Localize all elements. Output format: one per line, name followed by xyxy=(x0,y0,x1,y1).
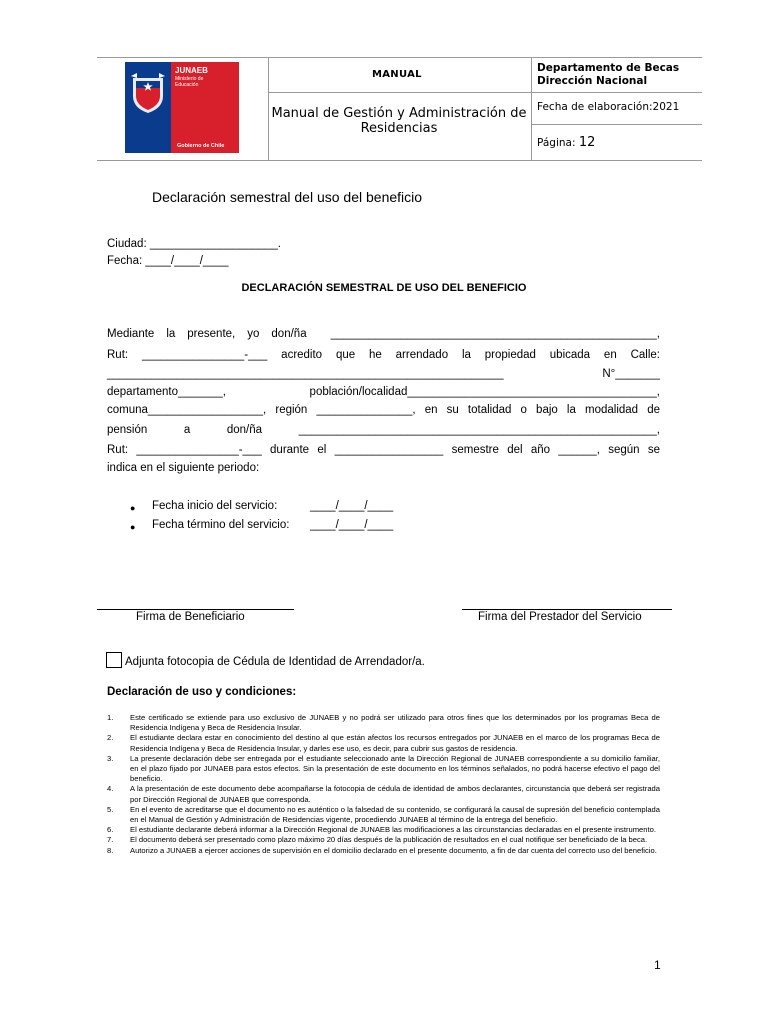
bullet-label: Fecha término del servicio: xyxy=(152,519,290,531)
body-line: comuna__________________, región _______________, en su totalidad o bajo la modalidad de xyxy=(107,404,660,416)
body-line: pensión a don/ña ________________________________________________________, xyxy=(107,424,660,436)
logo-ministry: Ministerio de Educación xyxy=(175,76,204,88)
manual-label: MANUAL xyxy=(372,69,422,80)
condition-item: 5. En el evento de acreditarse que el documento no es auténtico o la falsedad de su contenido, se configurará la causal de supresión del beneficio contemplada en el Manual de Gestión y Administración de Residencias vigente, procediendo JUNAEB al término de la entrega del beneficio. xyxy=(107,804,660,825)
manual-title: Manual de Gestión y Administración de Residencias xyxy=(271,106,527,136)
department-line1: Departamento de Becas xyxy=(537,62,680,74)
bullet-dot-icon: ● xyxy=(130,503,136,513)
body-line: Mediante la presente, yo don/ña ___________________________________________________, xyxy=(107,328,660,340)
signature-label-beneficiario: Firma de Beneficiario xyxy=(136,611,245,623)
fecha-elaboracion: Fecha de elaboración:2021 xyxy=(537,101,680,113)
signature-line-prestador xyxy=(462,609,672,610)
ciudad-field: Ciudad: ____________________. xyxy=(107,238,281,250)
adjunta-label: Adjunta fotocopia de Cédula de Identidad de Arrendador/a. xyxy=(125,656,425,668)
pagina-label: Página: xyxy=(537,137,579,149)
header-bottom-border xyxy=(97,160,702,161)
condition-item: 7. El documento deberá ser presentado como plazo máximo 20 días después de la publicación de resultados en el cual notifique ser beneficiado de la beca. xyxy=(107,835,648,845)
condition-item: 4. A la presentación de este documento debe acompañarse la fotocopia de cédula de identidad de ambos declarantes, circunstancia que deberá ser registrada por Dirección Regional de JUNAEB que corresponda. xyxy=(107,784,660,804)
pagina xyxy=(537,135,595,150)
fecha-field: Fecha: ____/____/____ xyxy=(107,255,229,267)
body-line: indica en el siguiente periodo: xyxy=(107,462,260,474)
logo-government: Gobierno de Chile xyxy=(177,143,225,149)
header-right-mid-border xyxy=(531,124,702,125)
logo-blue-panel xyxy=(125,62,171,153)
condition-item: 8. Autorizo a JUNAEB a ejercer acciones de supervisión en el domicilio declarado en el presente documento, a fin de dar cuenta del correcto uso del beneficio. xyxy=(107,845,657,855)
junaeb-logo xyxy=(125,62,239,153)
bullet-dot-icon: ● xyxy=(130,522,136,532)
bullet-label: Fecha inicio del servicio: xyxy=(152,500,278,512)
body-line: Rut: ________________-___ acredito que he arrendado la propiedad ubicada en Calle: xyxy=(107,349,660,361)
department xyxy=(537,62,679,88)
condition-item: 3. La presente declaración debe ser entregada por el estudiante seleccionado ante la Dirección Regional de JUNAEB correspondiente a su domicilio familiar, en el plazo fijado por JUNAEB para estos efectos. Sin la presentación de este documento en los términos señalados, no podrá hacerse efectivo el pago del beneficio. xyxy=(107,753,660,784)
body-line: Rut: ________________-___ durante el _________________ semestre del año ______, según se xyxy=(107,444,660,456)
signature-line-beneficiario xyxy=(97,609,294,610)
chile-shield-icon xyxy=(129,72,167,114)
condition-item: 6. El estudiante declarante deberá informar a la Dirección Regional de JUNAEB las modificaciones a las circunstancias declaradas en el presente instrumento. xyxy=(107,825,656,835)
conditions-title: Declaración de uso y condiciones: xyxy=(107,686,297,698)
header-divider-right xyxy=(531,57,532,160)
body-line: ______________________________________________________________ N°_______ xyxy=(107,368,660,380)
declaration-title: DECLARACIÓN SEMESTRAL DE USO DEL BENEFICIO xyxy=(241,282,527,294)
logo-brand: JUNAEB xyxy=(175,66,208,75)
bullet-value: ____/____/____ xyxy=(310,519,394,531)
signature-label-prestador: Firma del Prestador del Servicio xyxy=(478,611,642,623)
bullet-value: ____/____/____ xyxy=(310,500,394,512)
adjunta-checkbox[interactable] xyxy=(106,652,122,668)
header-mid-border xyxy=(268,92,702,93)
conditions-list xyxy=(107,713,660,856)
condition-item: 1. Este certificado se extiende para uso exclusivo de JUNAEB y no podrá ser utilizado para otros fines que los determinados por los programas Beca de Residencia Indígena y Beca de Residencia Insular. xyxy=(107,713,660,733)
body-line: departamento_______, población/localidad_______________________________________, xyxy=(107,386,660,398)
page-number: 1 xyxy=(654,958,661,972)
section-subtitle: Declaración semestral del uso del beneficio xyxy=(152,189,423,205)
header-top-border xyxy=(97,57,702,58)
pagina-number: 12 xyxy=(578,135,596,150)
department-line2: Dirección Nacional xyxy=(537,75,648,87)
condition-item: 2. El estudiante declara estar en conocimiento del destino al que están afectos los recursos entregados por JUNAEB en el marco de los programas Beca de Residencia Indígena y Beca de Residencia Insular, y darles ese uso, es decir, para cubrir sus gastos de residencia. xyxy=(107,733,660,753)
